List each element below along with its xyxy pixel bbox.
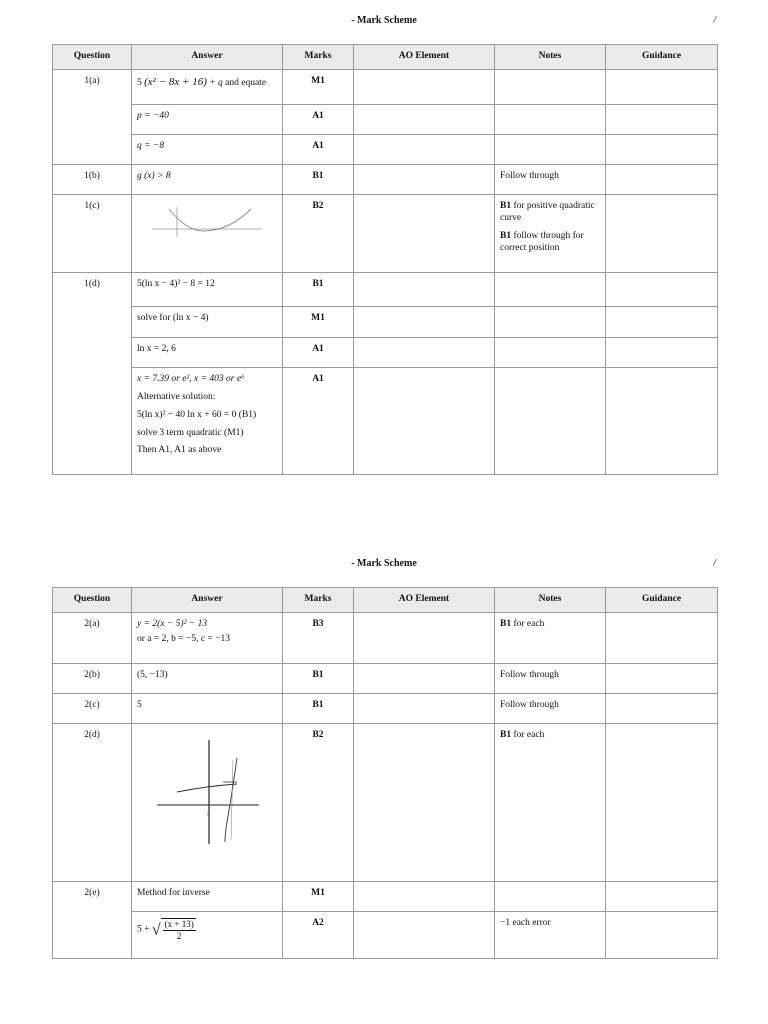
- guidance-cell: [606, 663, 718, 693]
- guidance-cell: [606, 306, 718, 337]
- question-cell: 2(b): [53, 663, 132, 693]
- table-row: [53, 134, 718, 164]
- guidance-cell: [606, 337, 718, 367]
- table-row: [53, 164, 718, 194]
- notes-cell: −1 each error: [495, 911, 606, 958]
- notes-cell: Follow through: [495, 663, 606, 693]
- notes-cell: B1 for each: [495, 723, 606, 881]
- notes-cell: [495, 306, 606, 337]
- header-answer: Answer: [132, 588, 283, 613]
- table-row: [53, 881, 718, 911]
- marks-cell: M1: [283, 306, 354, 337]
- header-notes: Notes: [495, 588, 606, 613]
- marks-cell: M1: [283, 69, 354, 104]
- header-question: Question: [53, 45, 132, 70]
- question-cell: 1(a): [53, 69, 132, 164]
- header-marks: Marks: [283, 45, 354, 70]
- ao-cell: [354, 911, 495, 958]
- answer-cell: 5(ln x − 4)² − 8 = 12: [132, 272, 283, 306]
- guidance-cell: [606, 367, 718, 474]
- marks-cell: A1: [283, 367, 354, 474]
- guidance-cell: [606, 612, 718, 663]
- notes-cell: Follow through: [495, 164, 606, 194]
- mark-scheme-table-1: [52, 44, 718, 475]
- marks-cell: B3: [283, 612, 354, 663]
- answer-cell: [132, 194, 283, 272]
- answer-cell: x = 7.39 or e², x = 403 or e⁶ Alternative solution: 5(ln x)² − 40 ln x + 60 = 0 (B1) solve 3 term quadratic (M1) Then A1, A1 as above: [132, 367, 283, 474]
- ao-cell: [354, 367, 495, 474]
- marks-cell: A1: [283, 134, 354, 164]
- ao-cell: [354, 194, 495, 272]
- guidance-cell: [606, 69, 718, 104]
- ao-cell: [354, 272, 495, 306]
- page-title: - Mark Scheme: [351, 558, 417, 569]
- question-cell: 1(d): [53, 272, 132, 474]
- question-cell: 2(a): [53, 612, 132, 663]
- ao-cell: [354, 69, 495, 104]
- table-header-row: [53, 588, 718, 613]
- header-marks: Marks: [283, 588, 354, 613]
- guidance-cell: [606, 693, 718, 723]
- marks-cell: B2: [283, 194, 354, 272]
- header-question: Question: [53, 588, 132, 613]
- ao-cell: [354, 306, 495, 337]
- inverse-function-graph: [137, 730, 277, 860]
- question-cell: 1(b): [53, 164, 132, 194]
- question-cell: 2(e): [53, 881, 132, 958]
- marks-cell: B1: [283, 164, 354, 194]
- table-row: [53, 612, 718, 663]
- marks-cell: B1: [283, 693, 354, 723]
- table-row: [53, 69, 718, 104]
- ao-cell: [354, 337, 495, 367]
- mark-scheme-table-2: [52, 587, 718, 959]
- answer-cell: y = 2(x − 5)² − 13 or a = 2, b = −5, c = −13: [132, 612, 283, 663]
- notes-cell: [495, 367, 606, 474]
- guidance-cell: [606, 881, 718, 911]
- page-number: /: [713, 558, 716, 569]
- table-row: [53, 367, 718, 474]
- table-row: [53, 306, 718, 337]
- table-row: [53, 693, 718, 723]
- question-cell: 1(c): [53, 194, 132, 272]
- notes-cell: B1 for each: [495, 612, 606, 663]
- table-row: [53, 663, 718, 693]
- marks-cell: B2: [283, 723, 354, 881]
- marks-cell: B1: [283, 272, 354, 306]
- header-ao-element: AO Element: [354, 588, 495, 613]
- ao-cell: [354, 693, 495, 723]
- question-cell: 2(d): [53, 723, 132, 881]
- answer-cell: 5: [132, 693, 283, 723]
- header-guidance: Guidance: [606, 45, 718, 70]
- notes-cell: [495, 337, 606, 367]
- notes-cell: [495, 134, 606, 164]
- guidance-cell: [606, 164, 718, 194]
- notes-cell: B1 for positive quadratic curve B1 follow through for correct position: [495, 194, 606, 272]
- table-row: [53, 911, 718, 958]
- ao-cell: [354, 881, 495, 911]
- table-row: [53, 194, 718, 272]
- guidance-cell: [606, 104, 718, 134]
- table-row: [53, 272, 718, 306]
- question-cell: 2(c): [53, 693, 132, 723]
- quadratic-curve-graph: [137, 201, 277, 241]
- marks-cell: A1: [283, 104, 354, 134]
- header-ao-element: AO Element: [354, 45, 495, 70]
- notes-cell: [495, 272, 606, 306]
- answer-cell: p = −40: [132, 104, 283, 134]
- answer-cell: q = −8: [132, 134, 283, 164]
- ao-cell: [354, 612, 495, 663]
- notes-cell: [495, 104, 606, 134]
- answer-cell: Method for inverse: [132, 881, 283, 911]
- answer-cell: g (x) > 8: [132, 164, 283, 194]
- guidance-cell: [606, 272, 718, 306]
- notes-cell: [495, 69, 606, 104]
- notes-cell: Follow through: [495, 693, 606, 723]
- answer-cell: solve for (ln x − 4): [132, 306, 283, 337]
- notes-cell: [495, 881, 606, 911]
- page-title: - Mark Scheme: [351, 15, 417, 26]
- answer-cell: [132, 723, 283, 881]
- graph-axis-label: 5: [207, 811, 210, 818]
- answer-cell: 5 + √ $\frac{(x + 13)}{2}$: [132, 911, 283, 958]
- marks-cell: M1: [283, 881, 354, 911]
- answer-cell: 5 (x² − 8x + 16) + q and equate: [132, 69, 283, 104]
- answer-cell: ln x = 2, 6: [132, 337, 283, 367]
- guidance-cell: [606, 911, 718, 958]
- table-row: [53, 337, 718, 367]
- marks-cell: B1: [283, 663, 354, 693]
- table-row: [53, 104, 718, 134]
- table-row: [53, 723, 718, 881]
- page-number: /: [713, 15, 716, 26]
- answer-cell: (5, −13): [132, 663, 283, 693]
- ao-cell: [354, 164, 495, 194]
- ao-cell: [354, 723, 495, 881]
- header-notes: Notes: [495, 45, 606, 70]
- marks-cell: A2: [283, 911, 354, 958]
- page-header-2: [52, 558, 716, 572]
- ao-cell: [354, 663, 495, 693]
- header-guidance: Guidance: [606, 588, 718, 613]
- marks-cell: A1: [283, 337, 354, 367]
- guidance-cell: [606, 194, 718, 272]
- ao-cell: [354, 134, 495, 164]
- square-root-expression: √ $\frac{(x + 13)}{2}$: [151, 918, 194, 942]
- ao-cell: [354, 104, 495, 134]
- table-header-row: [53, 45, 718, 70]
- header-answer: Answer: [132, 45, 283, 70]
- guidance-cell: [606, 723, 718, 881]
- page-header-1: [52, 15, 716, 29]
- guidance-cell: [606, 134, 718, 164]
